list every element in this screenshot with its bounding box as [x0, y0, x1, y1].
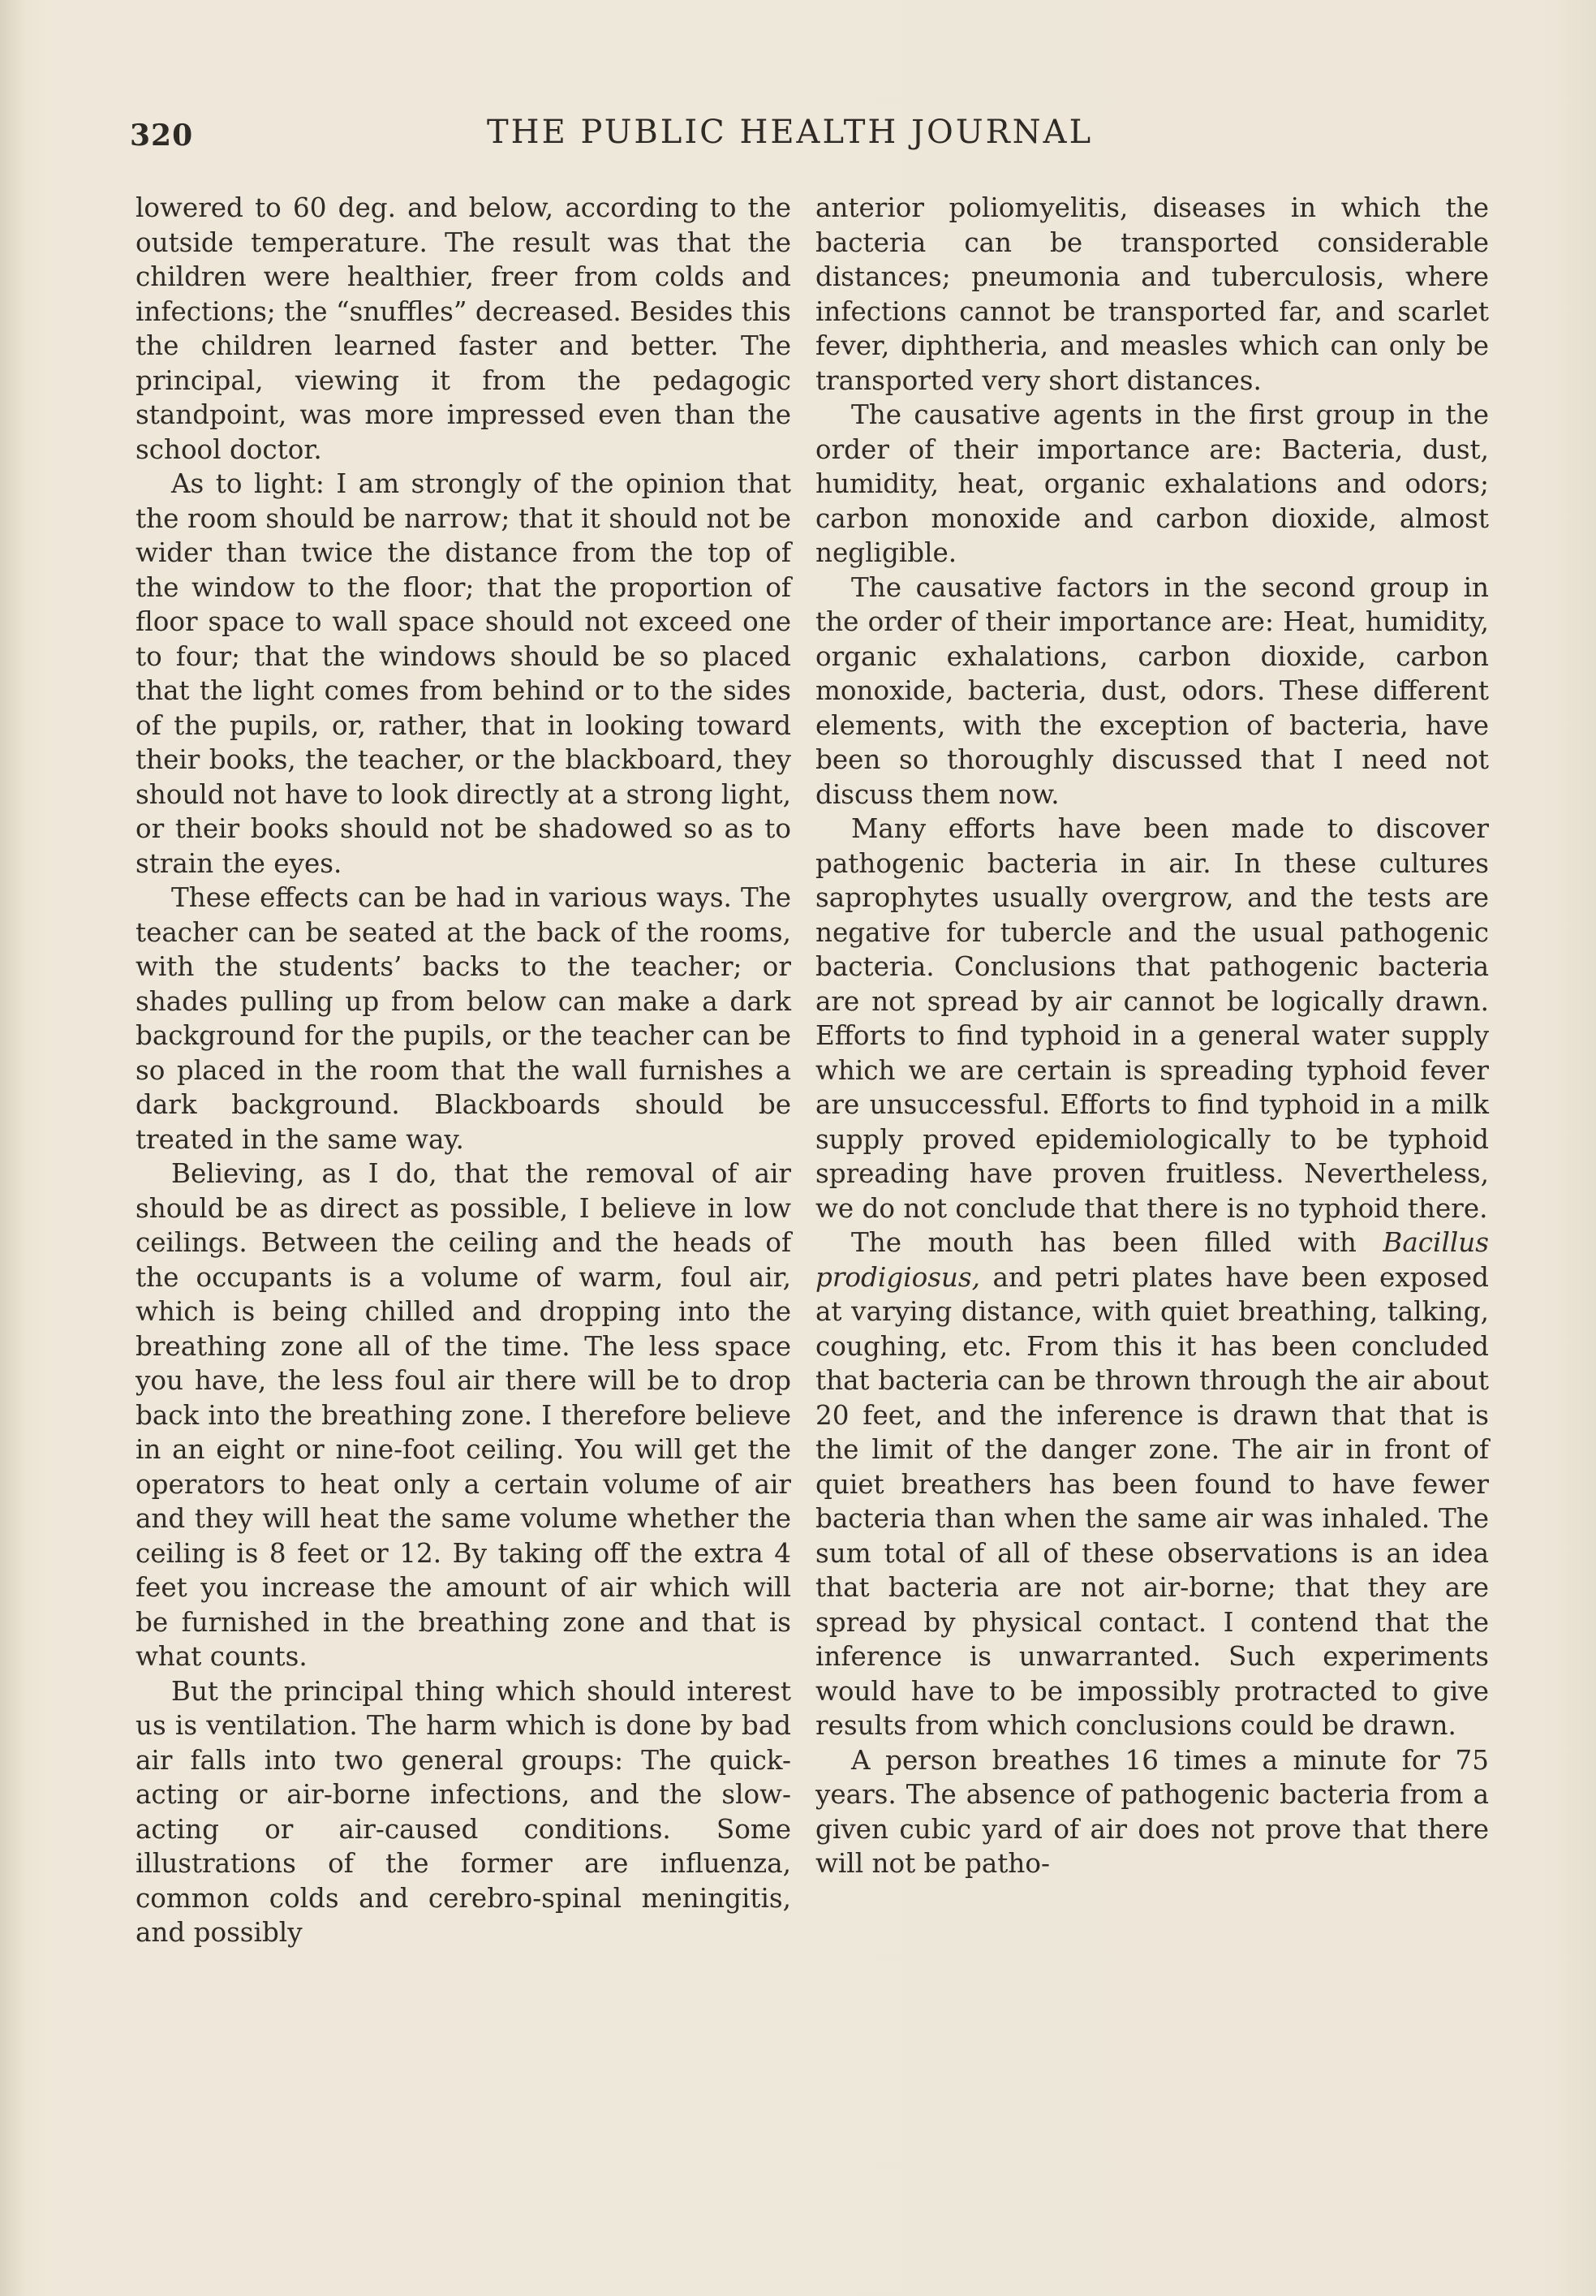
paragraph-ventilation-results: lowered to 60 deg. and below, according to the outside temperature. The result was that the children were healthier, freer from colds and infections; the “snuffles” decreased. Besides this the children learned faster and better. The principal, viewing it from the pedagogic standpoint, was more impressed even than the school doctor.	[136, 192, 791, 465]
paragraph-low-ceilings: Believing, as I do, that the removal of air should be as direct as possible, I believe in low ceilings. Between the ceiling and the heads of the occupants is a volume of warm, foul air, which is being chilled and dropping into the breathing zone all of the time. The less space you have, the less foul air there will be to drop back into the breathing zone. I therefore believe in an eight or nine-foot ceiling. You will get the operators to heat only a certain volume of air and they will heat the same volume whether the ceiling is 8 feet or 12. By taking off the extra 4 feet you increase the amount of air which will be furnished in the breathing zone and that is what counts.	[136, 1158, 791, 1672]
page-header	[130, 114, 1103, 162]
bacillus-name: Bacillus prodigiosus,	[815, 1227, 1489, 1293]
bacillus-text-start: The mouth has been filled with	[851, 1227, 1383, 1258]
paragraph-light: As to light: I am strongly of the opinion that the room should be narrow; that it should not be wider than twice the distance from the top of the window to the floor; that the proportion of floor space to wall space should not exceed one to four; that the windows should be so placed that the light comes from behind or to the sides of the pupils, or, rather, that in looking toward their books, the teacher, or the blackboard, they should not have to look directly at a strong light, or their books should not be shadowed so as to strain the eyes.	[136, 468, 791, 879]
right-column	[815, 191, 1489, 1881]
running-head: THE PUBLIC HEALTH JOURNAL	[487, 114, 1094, 151]
paragraph-first-group: The causative agents in the first group in the order of their importance are: Bacteria, dust, humidity, heat, organic exhalations and odors; carbon monoxide and carbon dioxide, almost negligible.	[815, 399, 1489, 568]
paragraph-diseases: anterior poliomyelitis, diseases in which the bacteria can be transported considerable distances; pneumonia and tuberculosis, where infections cannot be transported far, and scarlet fever, diphtheria, and measles which can only be transported very short distances.	[815, 192, 1489, 396]
page-number: 320	[130, 118, 194, 153]
paragraph-second-group: The causative factors in the second group in the order of their importance are: Heat, humidity, organic exhalations, carbon dioxide, carbon monoxide, bacteria, dust, odors. These different elements, with the exception of bacteria, have been so thoroughly discussed that I need not discuss them now.	[815, 571, 1489, 810]
paragraph-bacillus-prodigiosus	[815, 1226, 1489, 1743]
paragraph-effects: These effects can be had in various ways. The teacher can be seated at the back of the rooms, with the students’ backs to the teacher; or shades pulling up from below can make a dark background for the pupils, or the teacher can be so placed in the room that the wall furnishes a dark background. Blackboards should be treated in the same way.	[136, 882, 791, 1155]
left-column	[136, 191, 791, 1950]
bacillus-text-end: and petri plates have been exposed at varying distance, with quiet breathing, talking, coughing, etc. From this it has been concluded that bacteria can be thrown through the air about 20 feet, and the inference is drawn that that is the limit of the danger zone. The air in front of quiet breathers has been found to have fewer bacteria than when the same air was inhaled. The sum total of all of these observations is an idea that bacteria are not air-borne; that they are spread by physical contact. I contend that the inference is unwarranted. Such experiments would have to be impossibly protracted to give results from which conclusions could be drawn.	[815, 1261, 1489, 1741]
paragraph-ventilation: But the principal thing which should interest us is ventilation. The harm which is done by bad air falls into two general groups: The quick-acting or air-borne infections, and the slow-acting or air-caused conditions. Some illustrations of the former are influenza, common colds and cerebro-spinal meningitis, and possibly	[136, 1675, 791, 1948]
paragraph-breathing: A person breathes 16 times a minute for 75 years. The absence of pathogenic bacteria from a given cubic yard of air does not prove that there will not be patho-	[815, 1744, 1489, 1879]
paragraph-pathogenic-bacteria: Many efforts have been made to discover pathogenic bacteria in air. In these cultures saprophytes usually overgrow, and the tests are negative for tubercle and the usual pathogenic bacteria. Conclusions that pathogenic bacteria are not spread by air cannot be logically drawn. Efforts to find typhoid in a general water supply which we are certain is spreading typhoid fever are unsuccessful. Efforts to find typhoid in a milk supply proved epidemiologically to be typhoid spreading have proven fruitless. Nevertheless, we do not conclude that there is no typhoid there.	[815, 813, 1489, 1224]
